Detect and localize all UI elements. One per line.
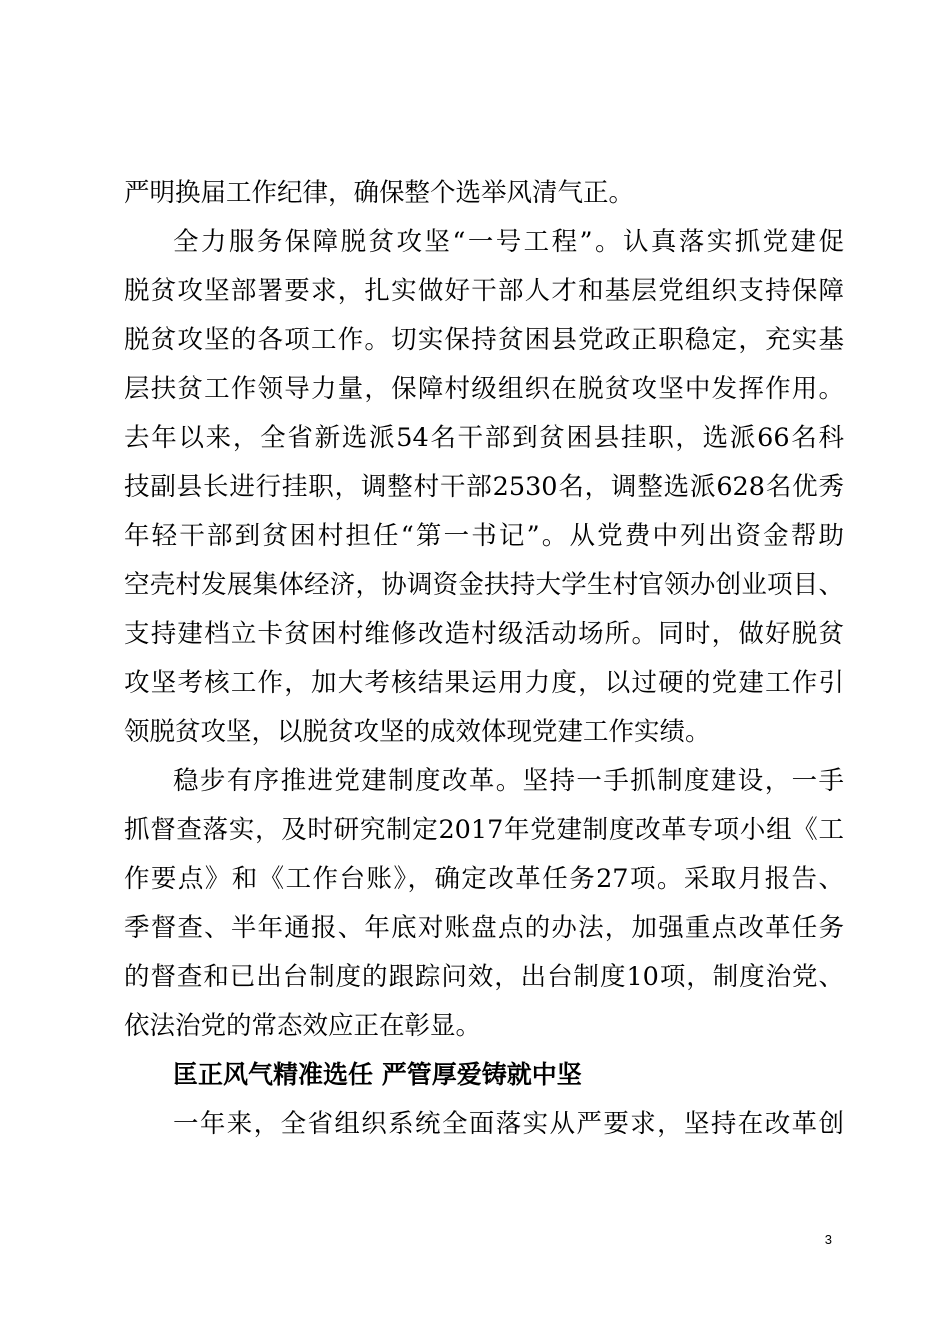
text-line: 季督查、半年通报、年底对账盘点的办法，加强重点改革任务 bbox=[124, 913, 844, 943]
text-line: 层扶贫工作领导力量，保障村级组织在脱贫攻坚中发挥作用。 bbox=[124, 374, 844, 404]
paragraph-start-line: 全力服务保障脱贫攻坚“一号工程”。认真落实抓党建促 bbox=[173, 227, 844, 257]
text-line: 的督查和已出台制度的跟踪问效，出台制度10项，制度治党、 bbox=[124, 962, 844, 992]
text-line: 依法治党的常态效应正在彰显。 bbox=[124, 1011, 482, 1041]
text-line: 技副县长进行挂职，调整村干部2530名，调整选派628名优秀 bbox=[124, 472, 844, 502]
text-line: 去年以来，全省新选派54名干部到贫困县挂职，选派66名科 bbox=[124, 423, 844, 453]
paragraph-start-line: 一年来，全省组织系统全面落实从严要求，坚持在改革创 bbox=[173, 1109, 844, 1139]
text-line: 空壳村发展集体经济，协调资金扶持大学生村官领办创业项目、 bbox=[124, 570, 844, 600]
paragraph-start-line: 稳步有序推进党建制度改革。坚持一手抓制度建设，一手 bbox=[173, 766, 844, 796]
page-number: 3 bbox=[824, 1232, 832, 1247]
text-line: 抓督查落实，及时研究制定2017年党建制度改革专项小组《工 bbox=[124, 815, 844, 845]
text-line: 攻坚考核工作，加大考核结果运用力度，以过硬的党建工作引 bbox=[124, 668, 844, 698]
text-line: 脱贫攻坚部署要求，扎实做好干部人才和基层党组织支持保障 bbox=[124, 276, 844, 306]
text-line: 年轻干部到贫困村担任“第一书记”。从党费中列出资金帮助 bbox=[124, 521, 844, 551]
text-line: 严明换届工作纪律，确保整个选举风清气正。 bbox=[124, 178, 635, 208]
text-line: 脱贫攻坚的各项工作。切实保持贫困县党政正职稳定，充实基 bbox=[124, 325, 844, 355]
text-line: 领脱贫攻坚，以脱贫攻坚的成效体现党建工作实绩。 bbox=[124, 717, 711, 747]
text-line: 作要点》和《工作台账》，确定改革任务27项。采取月报告、 bbox=[124, 864, 844, 894]
section-heading: 匡正风气精准选任 严管厚爱铸就中坚 bbox=[173, 1060, 582, 1089]
text-line: 支持建档立卡贫困村维修改造村级活动场所。同时，做好脱贫 bbox=[124, 619, 844, 649]
